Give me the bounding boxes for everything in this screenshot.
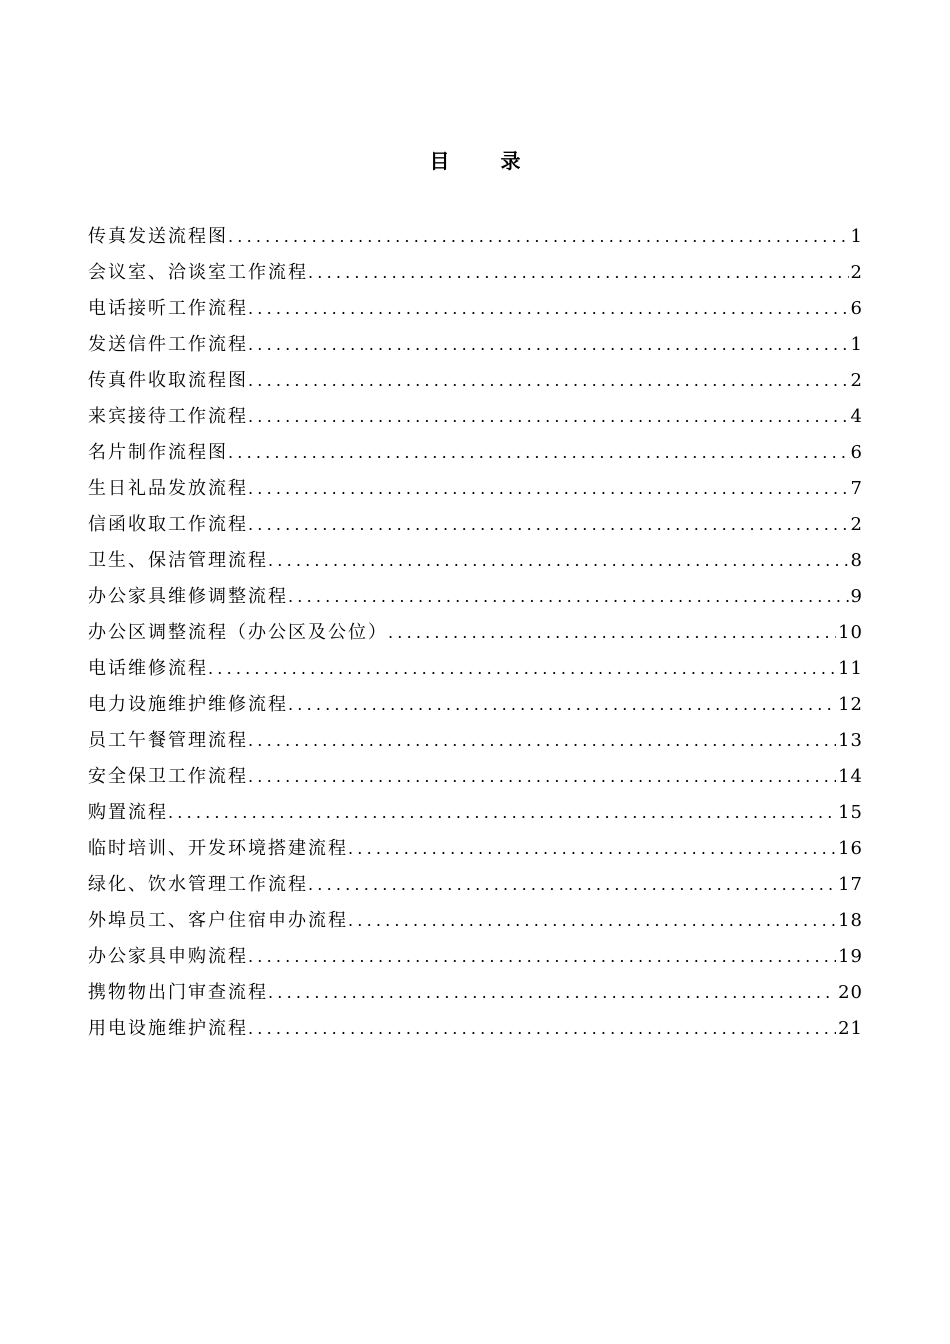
toc-entry-page: 8 [850, 550, 863, 571]
toc-entry-page: 21 [838, 1018, 863, 1039]
toc-entry-page: 2 [850, 262, 863, 283]
toc-entry-page: 10 [838, 622, 863, 643]
toc-entry[interactable] [88, 579, 863, 615]
toc-entry-label: 生日礼品发放流程 [88, 478, 248, 499]
toc-entry[interactable] [88, 795, 863, 831]
toc-entry-label: 发送信件工作流程 [88, 334, 248, 355]
toc-entry[interactable] [88, 471, 863, 507]
toc-leader-dots [248, 363, 849, 399]
toc-leader-dots [248, 291, 849, 327]
toc-entry[interactable] [88, 507, 863, 543]
toc-entry[interactable] [88, 651, 863, 687]
toc-leader-dots [288, 579, 849, 615]
toc-title: 目 录 [429, 149, 543, 173]
toc-leader-dots [228, 219, 849, 255]
toc-entry[interactable] [88, 723, 863, 759]
toc-entry-page: 12 [838, 694, 863, 715]
toc-entry-label: 信函收取工作流程 [88, 514, 248, 535]
toc-entry[interactable] [88, 615, 863, 651]
toc-entry-label: 电力设施维护维修流程 [88, 694, 288, 715]
toc-leader-dots [268, 975, 836, 1011]
toc-entry[interactable] [88, 867, 863, 903]
toc-entry-label: 员工午餐管理流程 [88, 730, 248, 751]
toc-leader-dots [388, 615, 836, 651]
toc-entry-page: 14 [838, 766, 863, 787]
toc-entry-label: 传真发送流程图 [88, 226, 228, 247]
toc-entry-page: 18 [838, 910, 863, 931]
toc-entry[interactable] [88, 975, 863, 1011]
toc-entry-label: 携物物出门审查流程 [88, 982, 268, 1003]
toc-entry-label: 来宾接待工作流程 [88, 406, 248, 427]
toc-entry[interactable] [88, 327, 863, 363]
toc-entry-page: 2 [850, 514, 863, 535]
toc-entry-label: 电话接听工作流程 [88, 298, 248, 319]
toc-entry[interactable] [88, 939, 863, 975]
toc-entry-page: 13 [838, 730, 863, 751]
toc-entry-page: 17 [838, 874, 863, 895]
toc-leader-dots [248, 327, 849, 363]
toc-entry-page: 2 [850, 370, 863, 391]
toc-leader-dots [248, 939, 836, 975]
toc-entry[interactable] [88, 435, 863, 471]
toc-entry-page: 20 [838, 982, 863, 1003]
toc-entry-page: 15 [838, 802, 863, 823]
toc-leader-dots [168, 795, 836, 831]
toc-list [88, 219, 863, 1047]
toc-leader-dots [248, 471, 849, 507]
toc-entry[interactable] [88, 687, 863, 723]
toc-entry-label: 电话维修流程 [88, 658, 208, 679]
toc-leader-dots [248, 399, 849, 435]
toc-entry[interactable] [88, 255, 863, 291]
toc-entry-page: 6 [850, 298, 863, 319]
toc-entry[interactable] [88, 903, 863, 939]
toc-leader-dots [308, 255, 849, 291]
toc-leader-dots [348, 831, 836, 867]
toc-leader-dots [348, 903, 836, 939]
toc-leader-dots [248, 507, 849, 543]
toc-leader-dots [248, 723, 836, 759]
toc-entry[interactable] [88, 543, 863, 579]
toc-leader-dots [308, 867, 836, 903]
toc-entry[interactable] [88, 759, 863, 795]
toc-entry-label: 临时培训、开发环境搭建流程 [88, 838, 348, 859]
toc-leader-dots [248, 759, 836, 795]
toc-entry-label: 外埠员工、客户住宿申办流程 [88, 910, 348, 931]
toc-leader-dots [268, 543, 849, 579]
toc-entry-page: 7 [850, 478, 863, 499]
toc-entry[interactable] [88, 363, 863, 399]
toc-entry-label: 用电设施维护流程 [88, 1018, 248, 1039]
toc-entry-page: 1 [850, 334, 863, 355]
toc-entry-page: 1 [850, 226, 863, 247]
toc-leader-dots [248, 1011, 836, 1047]
toc-entry-page: 16 [838, 838, 863, 859]
toc-entry-label: 办公家具申购流程 [88, 946, 248, 967]
toc-entry[interactable] [88, 831, 863, 867]
toc-entry[interactable] [88, 291, 863, 327]
toc-entry-label: 名片制作流程图 [88, 442, 228, 463]
toc-entry-page: 6 [850, 442, 863, 463]
toc-entry-label: 安全保卫工作流程 [88, 766, 248, 787]
toc-leader-dots [288, 687, 836, 723]
toc-entry-page: 19 [838, 946, 863, 967]
toc-entry-label: 办公区调整流程（办公区及公位） [88, 622, 388, 643]
toc-entry-label: 会议室、洽谈室工作流程 [88, 262, 308, 283]
toc-entry[interactable] [88, 399, 863, 435]
toc-entry-label: 购置流程 [88, 802, 168, 823]
toc-entry-label: 办公家具维修调整流程 [88, 586, 288, 607]
toc-leader-dots [228, 435, 849, 471]
toc-entry-page: 9 [850, 586, 863, 607]
toc-entry[interactable] [88, 219, 863, 255]
toc-leader-dots [208, 651, 836, 687]
toc-entry[interactable] [88, 1011, 863, 1047]
toc-entry-page: 4 [850, 406, 863, 427]
toc-entry-page: 11 [838, 658, 863, 679]
toc-entry-label: 卫生、保洁管理流程 [88, 550, 268, 571]
toc-entry-label: 传真件收取流程图 [88, 370, 248, 391]
toc-entry-label: 绿化、饮水管理工作流程 [88, 874, 308, 895]
